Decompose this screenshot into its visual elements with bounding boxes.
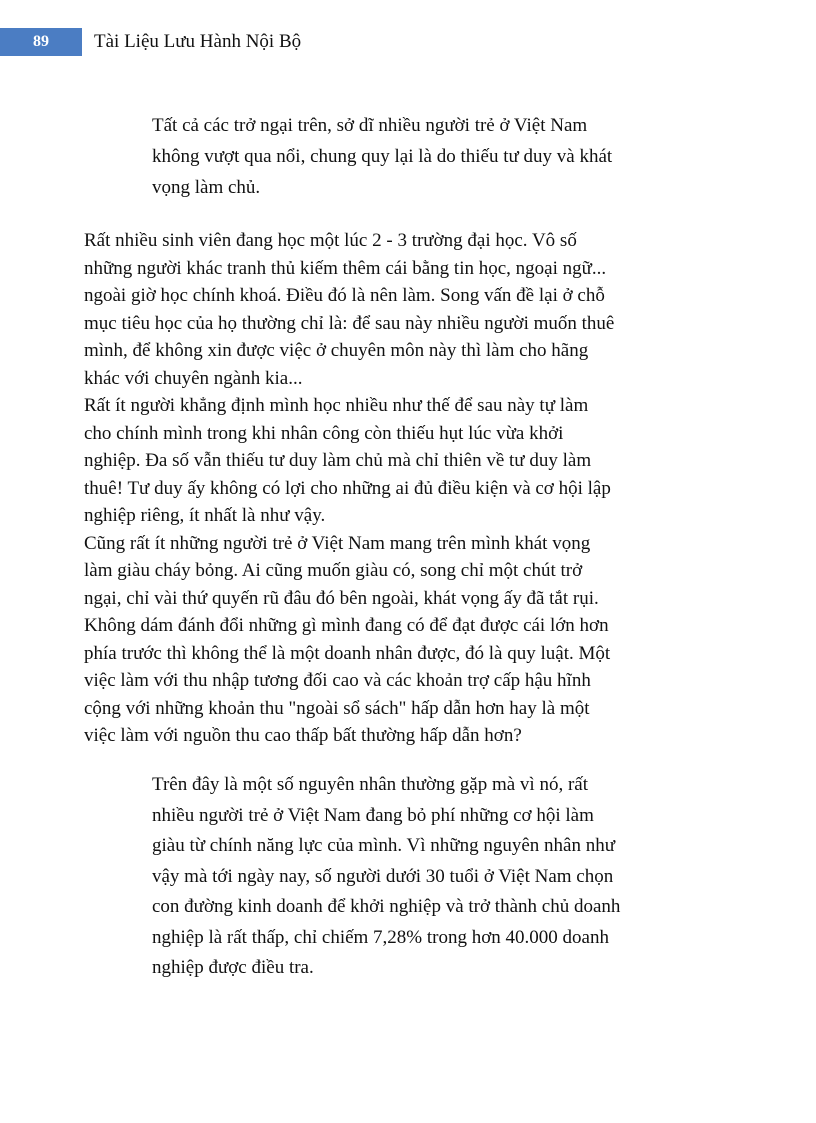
text-line: vọng làm chủ. [152, 177, 261, 198]
text-line: Tất cả các trở ngại trên, sở dĩ nhiều người trẻ ở Việt Nam [152, 115, 588, 136]
text-line: cộng với những khoản thu "ngoài sổ sách" hấp dẫn hơn hay là một [84, 697, 590, 719]
text-line: Rất nhiều sinh viên đang học một lúc 2 - 3 trường đại học. Vô số [84, 230, 577, 251]
text-line: Trên đây là một số nguyên nhân thường gặp mà vì nó, rất [152, 774, 588, 795]
page-header [0, 28, 816, 56]
text-line: vậy mà tới ngày nay, số người dưới 30 tuổi ở Việt Nam chọn [152, 865, 614, 887]
text-line: nghiệp. Đa số vẫn thiếu tư duy làm chủ mà chỉ thiên về tư duy làm [84, 450, 592, 471]
text-line: nghiệp được điều tra. [152, 957, 314, 978]
page-number-badge: 89 [0, 28, 82, 56]
text-line: ngại, chỉ vài thứ quyến rũ đâu đó bên ngoài, khát vọng ấy đã tắt rụi. [84, 587, 599, 609]
text-line: việc làm với thu nhập tương đối cao và các khoản trợ cấp hậu hĩnh [84, 670, 591, 691]
text-line: con đường kinh doanh để khởi nghiệp và trở thành chủ doanh [152, 896, 621, 917]
text-line: không vượt qua nổi, chung quy lại là do thiếu tư duy và khát [152, 146, 613, 167]
text-line: mình, để không xin được việc ở chuyên môn này thì làm cho hãng [84, 340, 589, 361]
text-line: nghiệp là rất thấp, chỉ chiếm 7,28% trong hơn 40.000 doanh [152, 926, 609, 948]
document-title: Tài Liệu Lưu Hành Nội Bộ [94, 31, 302, 52]
text-line: cho chính mình trong khi nhân công còn thiếu hụt lúc vừa khởi [84, 422, 564, 444]
text-line: làm giàu cháy bỏng. Ai cũng muốn giàu có, song chỉ một chút trở [84, 560, 583, 581]
intro-quote-paragraph [152, 110, 612, 203]
text-line: khác với chuyên ngành kia... [84, 367, 303, 389]
text-line: Rất ít người khẳng định mình học nhiều như thế để sau này tự làm [84, 395, 589, 416]
text-line: phía trước thì không thể là một doanh nhân được, đó là quy luật. Một [84, 642, 611, 664]
text-line: những người khác tranh thủ kiếm thêm cái bằng tin học, ngoại ngữ... [84, 257, 607, 279]
body-paragraphs [84, 227, 614, 750]
text-line: Không dám đánh đổi những gì mình đang có để đạt được cái lớn hơn [84, 615, 609, 636]
text-line: thuê! Tư duy ấy không có lợi cho những ai đủ điều kiện và cơ hội lập [84, 477, 611, 499]
text-line: việc làm với nguồn thu cao thấp bất thường hấp dẫn hơn? [84, 725, 522, 746]
text-line: nhiều người trẻ ở Việt Nam đang bỏ phí những cơ hội làm [152, 804, 594, 826]
conclusion-quote-paragraph [152, 770, 620, 984]
text-line: nghiệp riêng, ít nhất là như vậy. [84, 505, 326, 526]
text-line: ngoài giờ học chính khoá. Điều đó là nên làm. Song vấn đề lại ở chỗ [84, 285, 605, 306]
text-line: Cũng rất ít những người trẻ ở Việt Nam mang trên mình khát vọng [84, 532, 591, 554]
text-line: mục tiêu học của họ thường chỉ là: để sau này nhiều người muốn thuê [84, 312, 615, 334]
text-line: giàu từ chính năng lực của mình. Vì những nguyên nhân như [152, 835, 615, 856]
